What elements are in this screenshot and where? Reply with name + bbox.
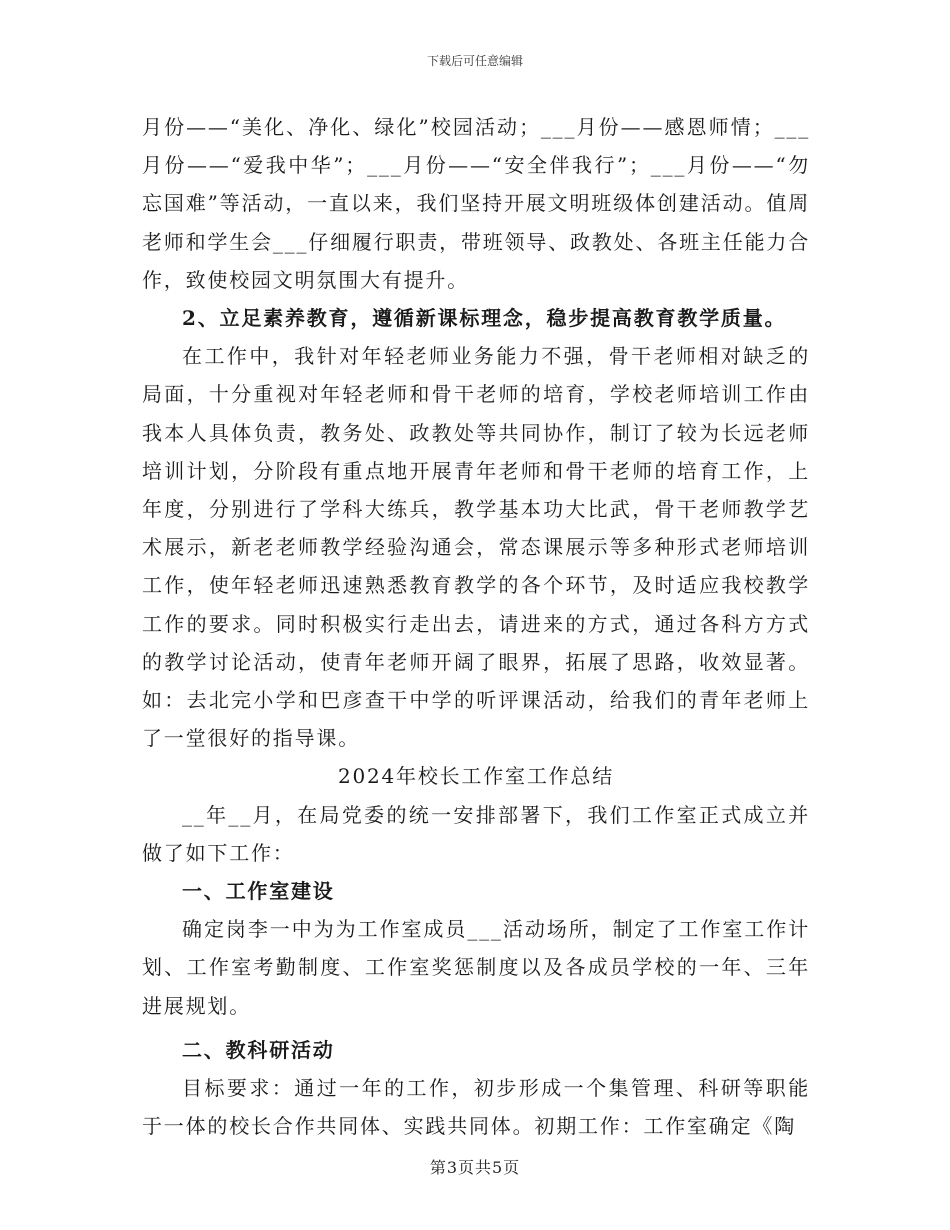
section-heading-construction: 一、工作室建设 bbox=[182, 879, 335, 904]
paragraph-activities: 月份——“美化、净化、绿化”校园活动；___月份——感恩师情；___月份——“爱我中华”；___月份——“安全伴我行”；___月份——“勿忘国难”等活动，一直以来，我们坚持开展文明班级体创建活动。值周老师和学生会___仔细履行职责，带班领导、政教处、各班主任能力合作，致使校园文明氛围大有提升。 bbox=[142, 115, 810, 292]
paragraph-teacher-training: 在工作中，我针对年轻老师业务能力不强，骨干老师相对缺乏的局面，十分重视对年轻老师和骨干老师的培育，学校老师培训工作由我本人具体负责，教务处、政教处等共同协作，制订了较为长远老师培训计划，分阶段有重点地开展青年老师和骨干老师的培育工作，上年度，分别进行了学科大练兵，教学基本功大比武，骨干老师教学艺术展示，新老老师教学经验沟通会，常态课展示等多种形式老师培训工作，使年轻老师迅速熟悉教育教学的各个环节，及时适应我校教学工作的要求。同时积极实行走出去，请进来的方式，通过各科方方式的教学讨论活动，使青年老师开阔了眼界，拓展了思路，收效显著。如：去北完小学和巴彦查干中学的听评课活动，给我们的青年老师上了一堂很好的指导课。 bbox=[142, 344, 810, 751]
document-body bbox=[142, 108, 810, 1145]
section-heading-quality: 2、立足素养教育，遵循新课标理念，稳步提高教育教学质量。 bbox=[182, 306, 787, 331]
paragraph-research: 目标要求：通过一年的工作，初步形成一个集管理、科研等职能于一体的校长合作共同体、实践共同体。初期工作：工作室确定《陶 bbox=[142, 1076, 810, 1139]
paragraph-intro: __年__月，在局党委的统一安排部署下，我们工作室正式成立并做了如下工作： bbox=[142, 802, 810, 865]
paragraph-construction: 确定岗李一中为为工作室成员___活动场所，制定了工作室工作计划、工作室考勤制度、工作室奖惩制度以及各成员学校的一年、三年进展规划。 bbox=[142, 917, 810, 1018]
document-title: 2024年校长工作室工作总结 bbox=[337, 764, 615, 789]
page-header-note: 下载后可任意编辑 bbox=[426, 54, 523, 68]
page-number: 第3页共5页 bbox=[429, 1158, 521, 1177]
section-heading-research: 二、教科研活动 bbox=[182, 1037, 335, 1062]
